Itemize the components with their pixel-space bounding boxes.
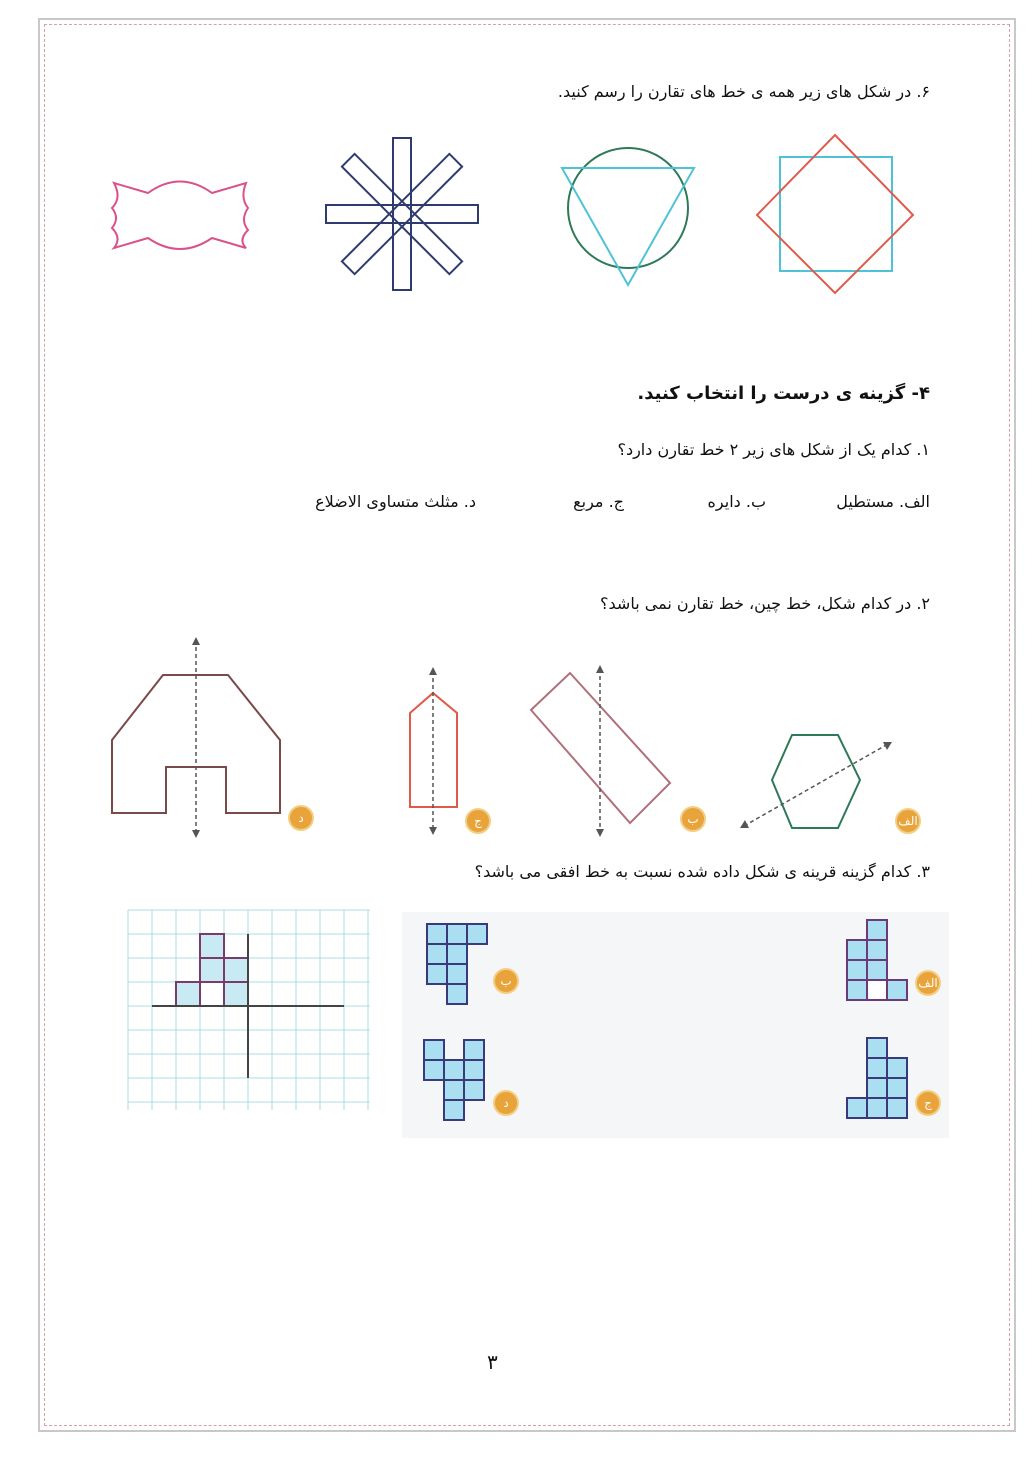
q3-option-d-shape — [422, 1038, 490, 1128]
q3-option-a-shape — [845, 918, 913, 1010]
hexagon-figure — [740, 730, 895, 835]
section-title: ۴- گزینه ی درست را انتخاب کنید. — [637, 383, 930, 404]
q3-badge-b[interactable]: ب — [493, 968, 519, 994]
q1-option-a[interactable]: الف. مستطیل — [836, 492, 930, 511]
q2-text: ۲. در کدام شکل، خط چین، خط تقارن نمی باشد؟ — [600, 594, 930, 613]
square-square-figure — [755, 135, 915, 295]
q3-text: ۳. کدام گزینه قرینه ی شکل داده شده نسبت به خط افقی می باشد؟ — [474, 862, 930, 881]
tilted-rectangle-figure — [528, 665, 678, 837]
page-number: ۳ — [487, 1350, 498, 1374]
q6-text: ۶. در شکل های زیر همه ی خط های تقارن را رسم کنید. — [557, 82, 930, 101]
q3-option-b-shape — [425, 922, 489, 1012]
q3-badge-c[interactable]: ج — [915, 1090, 941, 1116]
q1-option-b[interactable]: ب. دایره — [707, 492, 766, 511]
q3-badge-d[interactable]: د — [493, 1090, 519, 1116]
q2-badge-a[interactable]: الف — [895, 808, 921, 834]
q1-text: ۱. کدام یک از شکل های زیر ۲ خط تقارن دارد؟ — [617, 440, 930, 459]
star-asterisk-figure — [325, 137, 480, 292]
q2-badge-d[interactable]: د — [288, 805, 314, 831]
q2-badge-c[interactable]: ج — [465, 808, 491, 834]
q2-badge-b[interactable]: ب — [680, 806, 706, 832]
q3-badge-a[interactable]: الف — [915, 970, 941, 996]
q3-option-c-shape — [845, 1036, 913, 1128]
q1-option-d[interactable]: د. مثلث متساوی الاضلاع — [315, 492, 476, 511]
q1-option-c[interactable]: ج. مربع — [573, 492, 624, 511]
grid-figure — [128, 910, 370, 1110]
circle-triangle-figure — [558, 140, 698, 290]
house-shape-figure — [108, 635, 288, 840]
candy-figure — [108, 178, 253, 253]
pencil-shape-figure — [405, 665, 465, 837]
